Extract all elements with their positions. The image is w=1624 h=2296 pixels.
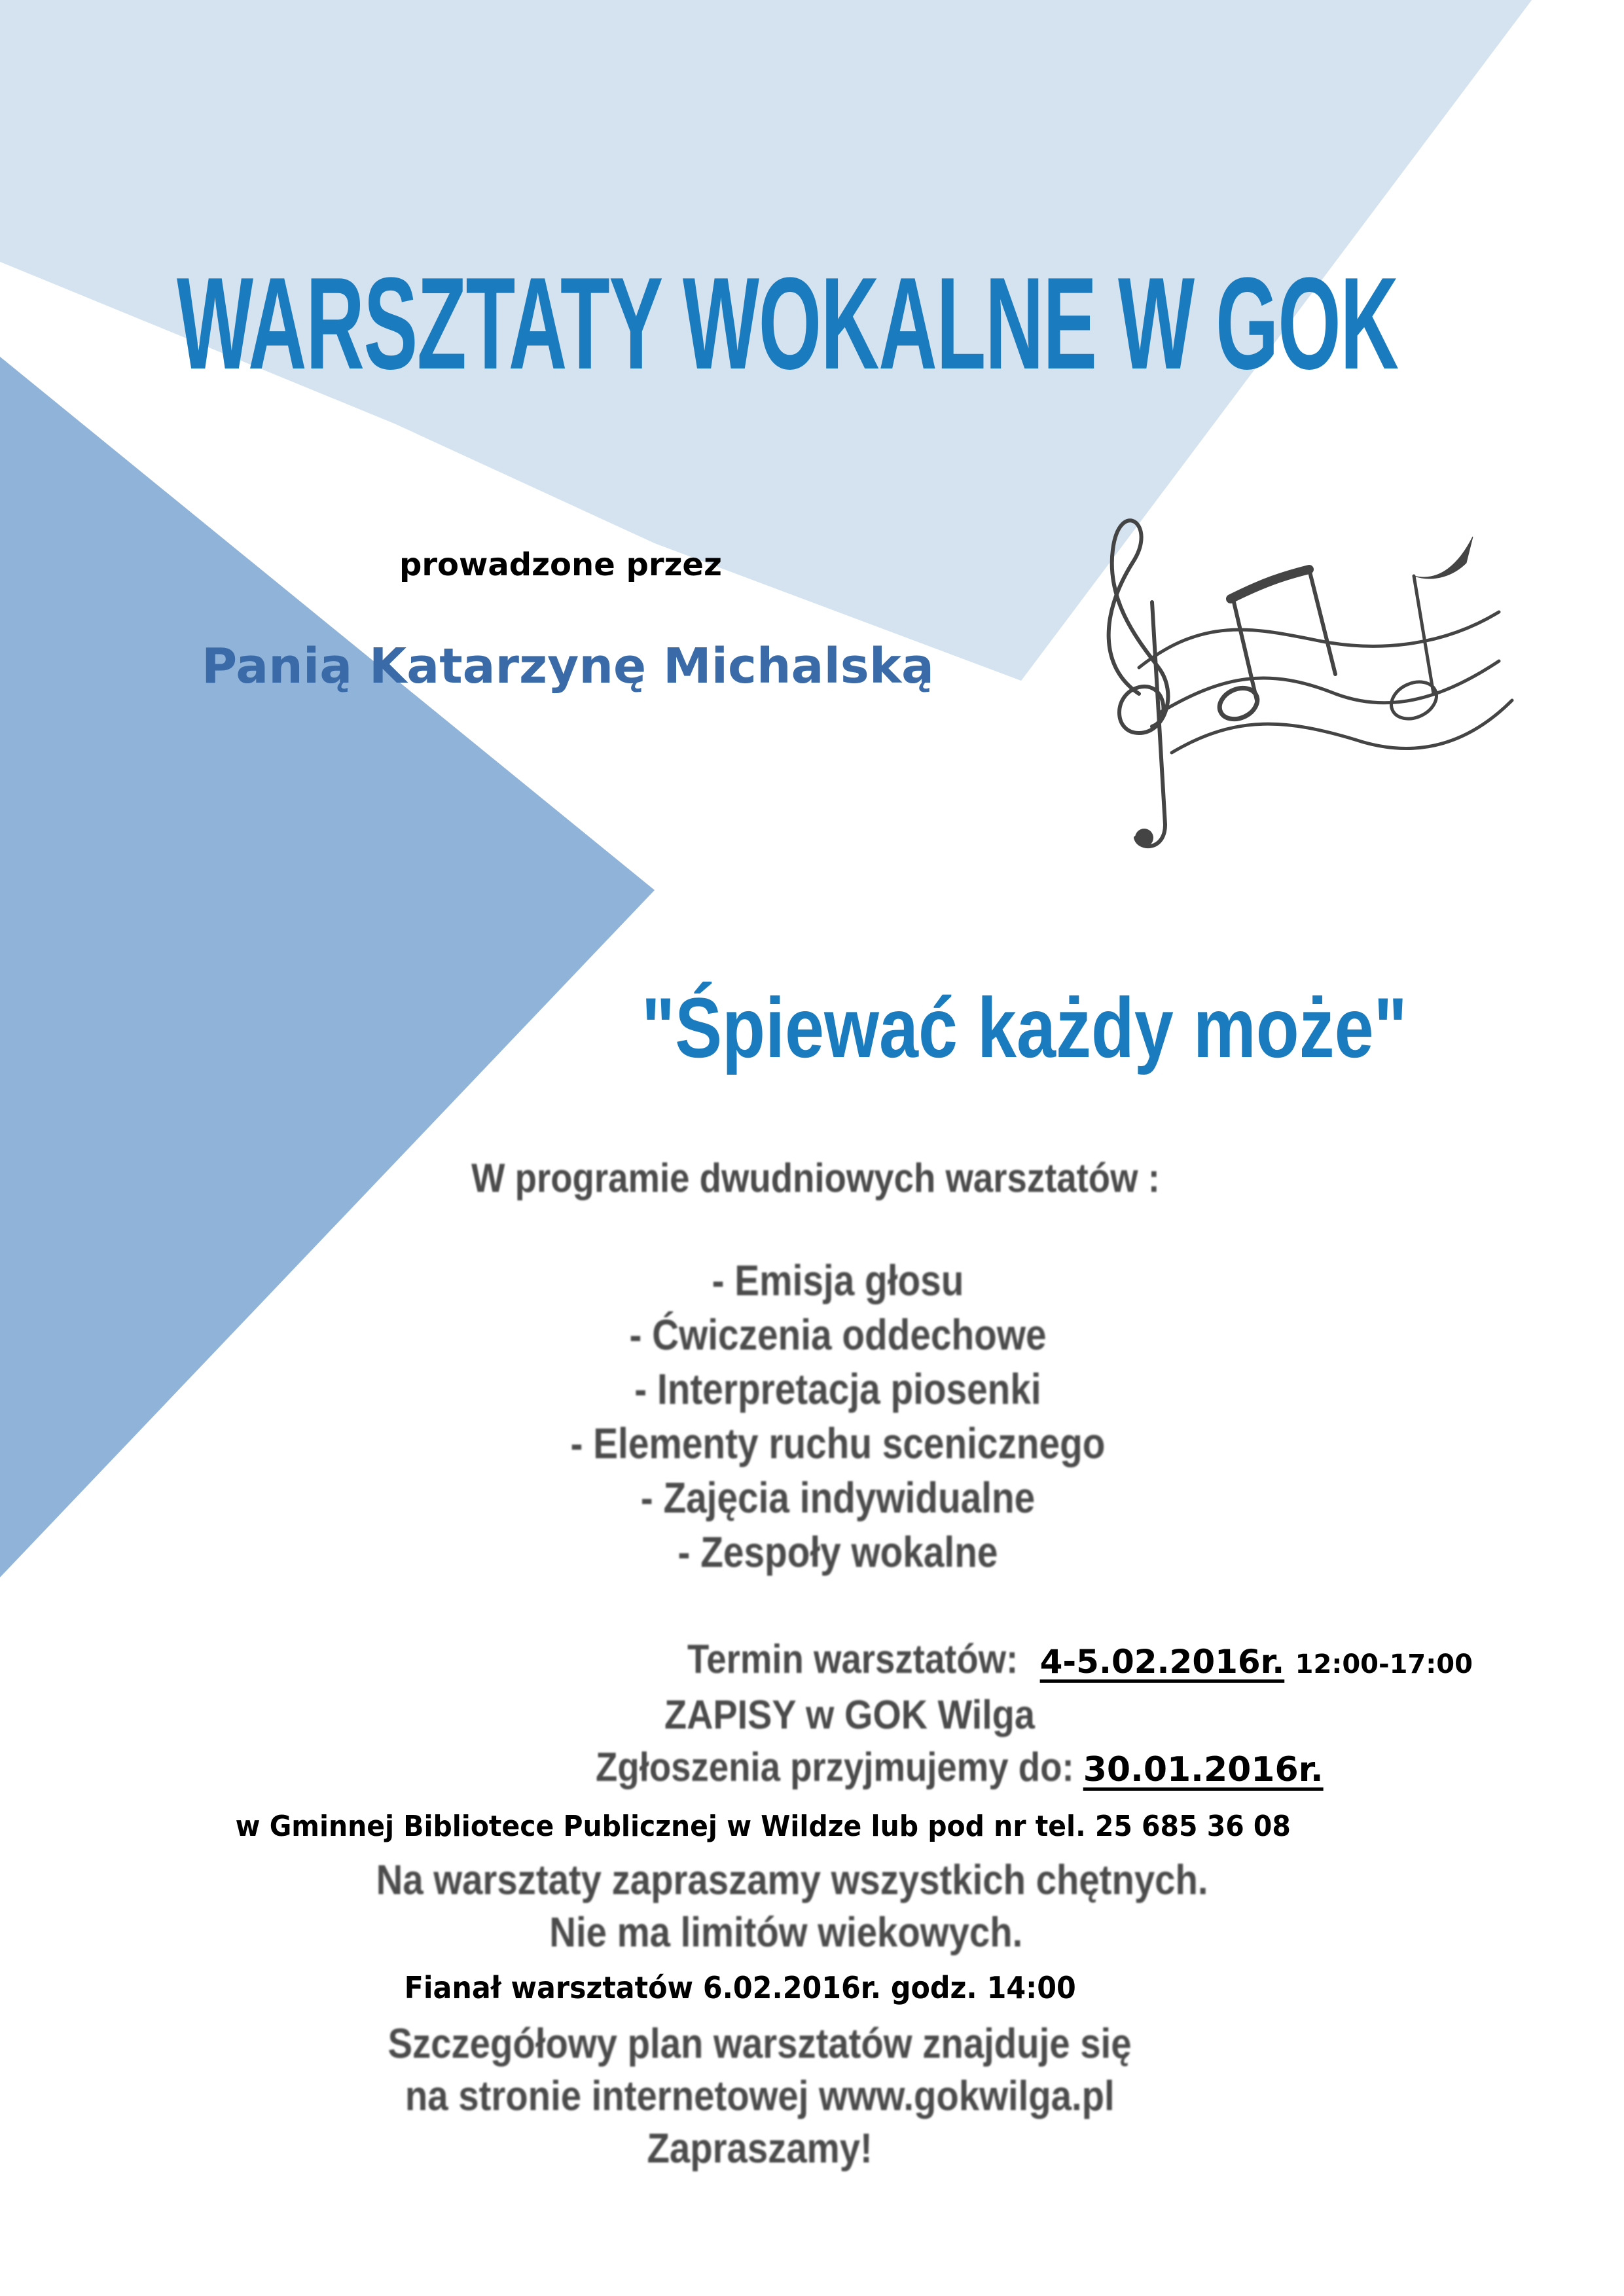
deadline-row xyxy=(596,1744,1324,1791)
term-row xyxy=(687,1636,1473,1683)
slogan: "Śpiewać każdy może" xyxy=(641,980,1407,1075)
list-item: - Zespoły wokalne xyxy=(677,1528,998,1576)
age-limit-text: Nie ma limitów wiekowych. xyxy=(549,1909,1022,1956)
deadline-label: Zgłoszenia przyjmujemy do: xyxy=(596,1745,1074,1790)
plan-line-1 xyxy=(0,2019,1624,2068)
term-hours: 12:00-17:00 xyxy=(1295,1649,1473,1679)
list-item: - Emisja głosu xyxy=(712,1256,964,1304)
plan-text-2: na stronie internetowej www.gokwilga.pl xyxy=(405,2072,1115,2119)
invite-line xyxy=(0,1856,1624,1904)
library-contact-text: w Gminnej Bibliotece Publicznej w Wildze lub pod nr tel. 25 685 36 08 xyxy=(235,1810,1291,1843)
plan-line-2 xyxy=(0,2072,1624,2120)
led-by-label: prowadzone przez xyxy=(399,547,722,583)
instructor-name: Panią Katarzynę Michalską xyxy=(202,638,934,694)
finale-line xyxy=(0,1970,1624,2005)
music-notes-icon xyxy=(1074,471,1558,864)
signup-text: ZAPISY w GOK Wilga xyxy=(664,1693,1035,1738)
plan-text-1: Szczegółowy plan warsztatów znajduje się xyxy=(388,2020,1132,2067)
list-item: - Ćwiczenia oddechowe xyxy=(629,1310,1047,1359)
library-contact xyxy=(0,1810,1624,1843)
deadline-date: 30.01.2016r. xyxy=(1083,1750,1324,1789)
program-heading: W programie dwudniowych warsztatów : xyxy=(471,1156,1160,1201)
age-limit-line xyxy=(0,1908,1624,1956)
list-item: - Elementy ruchu scenicznego xyxy=(570,1419,1106,1467)
program-list xyxy=(484,1253,1191,1579)
list-item: - Interpretacja piosenki xyxy=(634,1365,1041,1413)
list-item: - Zajęcia indywidualne xyxy=(640,1473,1036,1522)
closing-text: Zapraszamy! xyxy=(647,2125,873,2172)
term-label: Termin warsztatów: xyxy=(687,1637,1019,1682)
term-date: 4-5.02.2016r. xyxy=(1039,1643,1285,1681)
finale-text: Fianał warsztatów 6.02.2016r. godz. 14:00 xyxy=(404,1970,1076,2005)
closing-line xyxy=(0,2124,1624,2172)
invite-text: Na warsztaty zapraszamy wszystkich chętnych. xyxy=(376,1856,1208,1903)
poster-title: WARSZTATY WOKALNE W GOK xyxy=(177,251,1398,397)
